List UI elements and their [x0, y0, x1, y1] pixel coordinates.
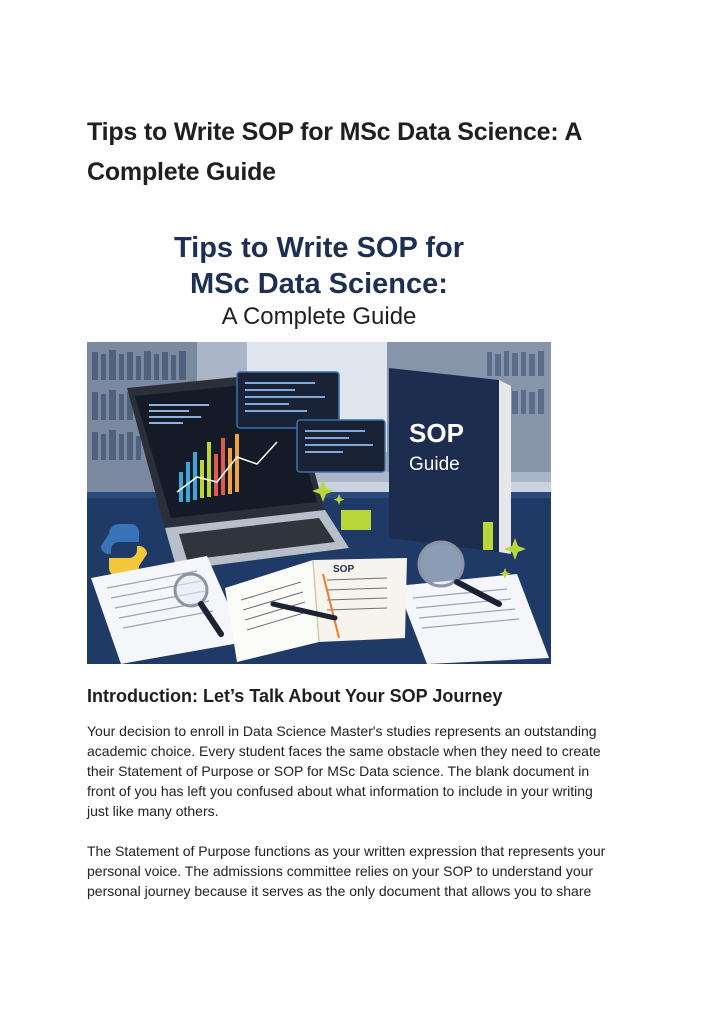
- sticky-note: [341, 510, 371, 530]
- page-title: Tips to Write SOP for MSc Data Science: A Complete Guide: [87, 118, 582, 186]
- hero-image: [87, 226, 551, 664]
- hero-banner: [87, 226, 551, 342]
- sop-guide-book: [389, 368, 511, 554]
- paragraph-line: just like many others.: [87, 803, 219, 819]
- hero-illustration: [87, 342, 551, 664]
- paragraph-line: academic choice. Every student faces the same obstacle when they need to create: [87, 743, 601, 759]
- hero-title-line-1: Tips to Write SOP for: [173, 232, 465, 264]
- paragraph-line: personal voice. The admissions committee relies on your SOP to understand your: [87, 863, 594, 879]
- paragraph-line: front of you has left you confused about what information to include in your writing: [87, 783, 593, 799]
- paragraph-line: Your decision to enroll in Data Science Master's studies represents an outstanding: [87, 723, 597, 739]
- book-title-line-2: Guide: [409, 454, 460, 475]
- book-title-line-1: SOP: [409, 418, 464, 448]
- paragraph-line: personal journey because it serves as the only document that allows you to share: [87, 883, 592, 899]
- intro-paragraph-2: [87, 841, 637, 901]
- paragraph-line: The Statement of Purpose functions as your written expression that represents your: [87, 843, 606, 859]
- paragraph-line: their Statement of Purpose or SOP for MSc Data science. The blank document in: [87, 763, 590, 779]
- hero-title-line-3: A Complete Guide: [221, 303, 417, 330]
- intro-paragraph-1: [87, 721, 637, 821]
- section-heading: Introduction: Let’s Talk About Your SOP Journey: [87, 686, 503, 706]
- notebook-header: SOP: [333, 564, 355, 575]
- hero-title-line-2: MSc Data Science:: [190, 268, 448, 300]
